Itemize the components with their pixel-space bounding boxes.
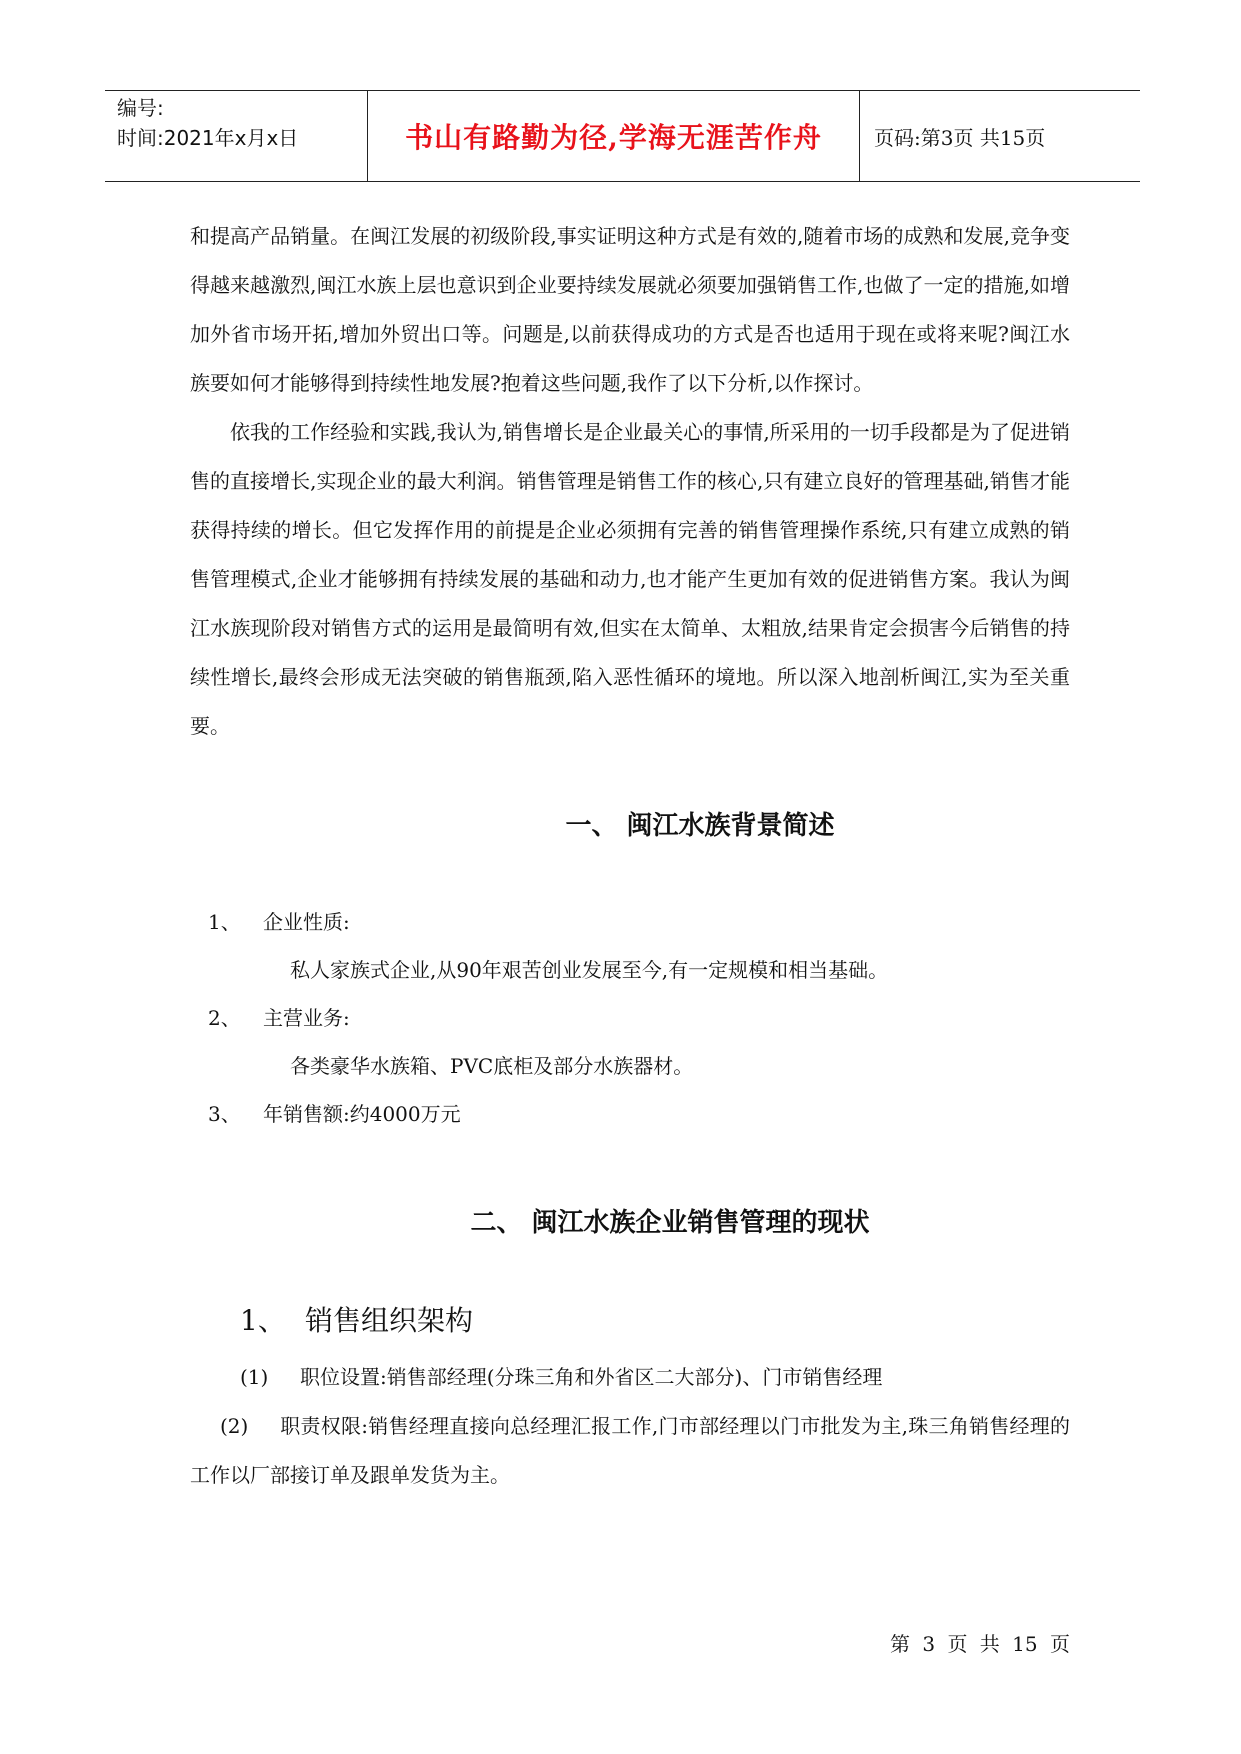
list-item-detail: 各类豪华水族箱、PVC底柜及部分水族器材。 bbox=[290, 1054, 694, 1078]
list-item-label: 企业性质: bbox=[263, 910, 350, 934]
intro-paragraph-1: 和提高产品销量。在闽江发展的初级阶段,事实证明这种方式是有效的,随着市场的成熟和发展,竞争变得越来越激烈,闽江水族上层也意识到企业要持续发展就必须要加强销售工作,也做了一定的措施,如增加外省市场开拓,增加外贸出口等。问题是,以前获得成功的方式是否也适用于现在或将来呢?闽江水族要如何才能够得到持续性地发展?抱着这些问题,我作了以下分析,以作探讨。 bbox=[190, 224, 1070, 395]
page-footer: 第 3 页 共 15 页 bbox=[890, 1632, 1070, 1656]
header-meta bbox=[105, 91, 368, 181]
list-item-number: 2、 bbox=[208, 1006, 241, 1030]
list-item-number: 3、 bbox=[208, 1102, 241, 1126]
header-page-number: 页码:第3页 共15页 bbox=[874, 125, 1046, 150]
section-1-list bbox=[190, 898, 1070, 1138]
point-text: 职责权限:销售经理直接向总经理汇报工作,门市部经理以门市批发为主,珠三角销售经理的工作以厂部接订单及跟单发货为主。 bbox=[190, 1414, 1070, 1487]
list-item bbox=[208, 1090, 1070, 1138]
point-item bbox=[190, 1402, 1070, 1500]
list-item-label: 年销售额:约4000万元 bbox=[263, 1102, 461, 1126]
section-2-title: 二、 闽江水族企业销售管理的现状 bbox=[470, 1208, 870, 1238]
document-time-label: 时间:2021年x月x日 bbox=[117, 126, 299, 150]
point-item bbox=[190, 1353, 1070, 1402]
header-motto: 书山有路勤为径,学海无涯苦作舟 bbox=[368, 91, 860, 181]
point-number: (2) bbox=[220, 1414, 249, 1438]
list-item-number: 1、 bbox=[208, 910, 241, 934]
subsection-number: 1、 bbox=[240, 1304, 286, 1337]
subsection-label: 销售组织架构 bbox=[305, 1304, 474, 1337]
list-item-detail: 私人家族式企业,从90年艰苦创业发展至今,有一定规模和相当基础。 bbox=[290, 958, 889, 982]
section-1-title: 一、 闽江水族背景简述 bbox=[565, 811, 835, 841]
document-body bbox=[190, 212, 1070, 1500]
list-item-label: 主营业务: bbox=[263, 1006, 350, 1030]
point-text: 职位设置:销售部经理(分珠三角和外省区二大部分)、门市销售经理 bbox=[300, 1365, 883, 1389]
point-number: (1) bbox=[240, 1365, 269, 1389]
list-item bbox=[208, 994, 1070, 1042]
document-number-label: 编号: bbox=[117, 96, 164, 120]
list-item bbox=[208, 898, 1070, 946]
intro-paragraph-2: 依我的工作经验和实践,我认为,销售增长是企业最关心的事情,所采用的一切手段都是为了促进销售的直接增长,实现企业的最大利润。销售管理是销售工作的核心,只有建立良好的管理基础,销售才能获得持续的增长。但它发挥作用的前提是企业必须拥有完善的销售管理操作系统,只有建立成熟的销售管理模式,企业才能够拥有持续发展的基础和动力,也才能产生更加有效的促进销售方案。我认为闽江水族现阶段对销售方式的运用是最简明有效,但实在太简单、太粗放,结果肯定会损害今后销售的持续性增长,最终会形成无法突破的销售瓶颈,陷入恶性循环的境地。所以深入地剖析闽江,实为至关重要。 bbox=[190, 420, 1070, 738]
page-header bbox=[105, 90, 1140, 182]
subsection-title bbox=[190, 1299, 1070, 1339]
